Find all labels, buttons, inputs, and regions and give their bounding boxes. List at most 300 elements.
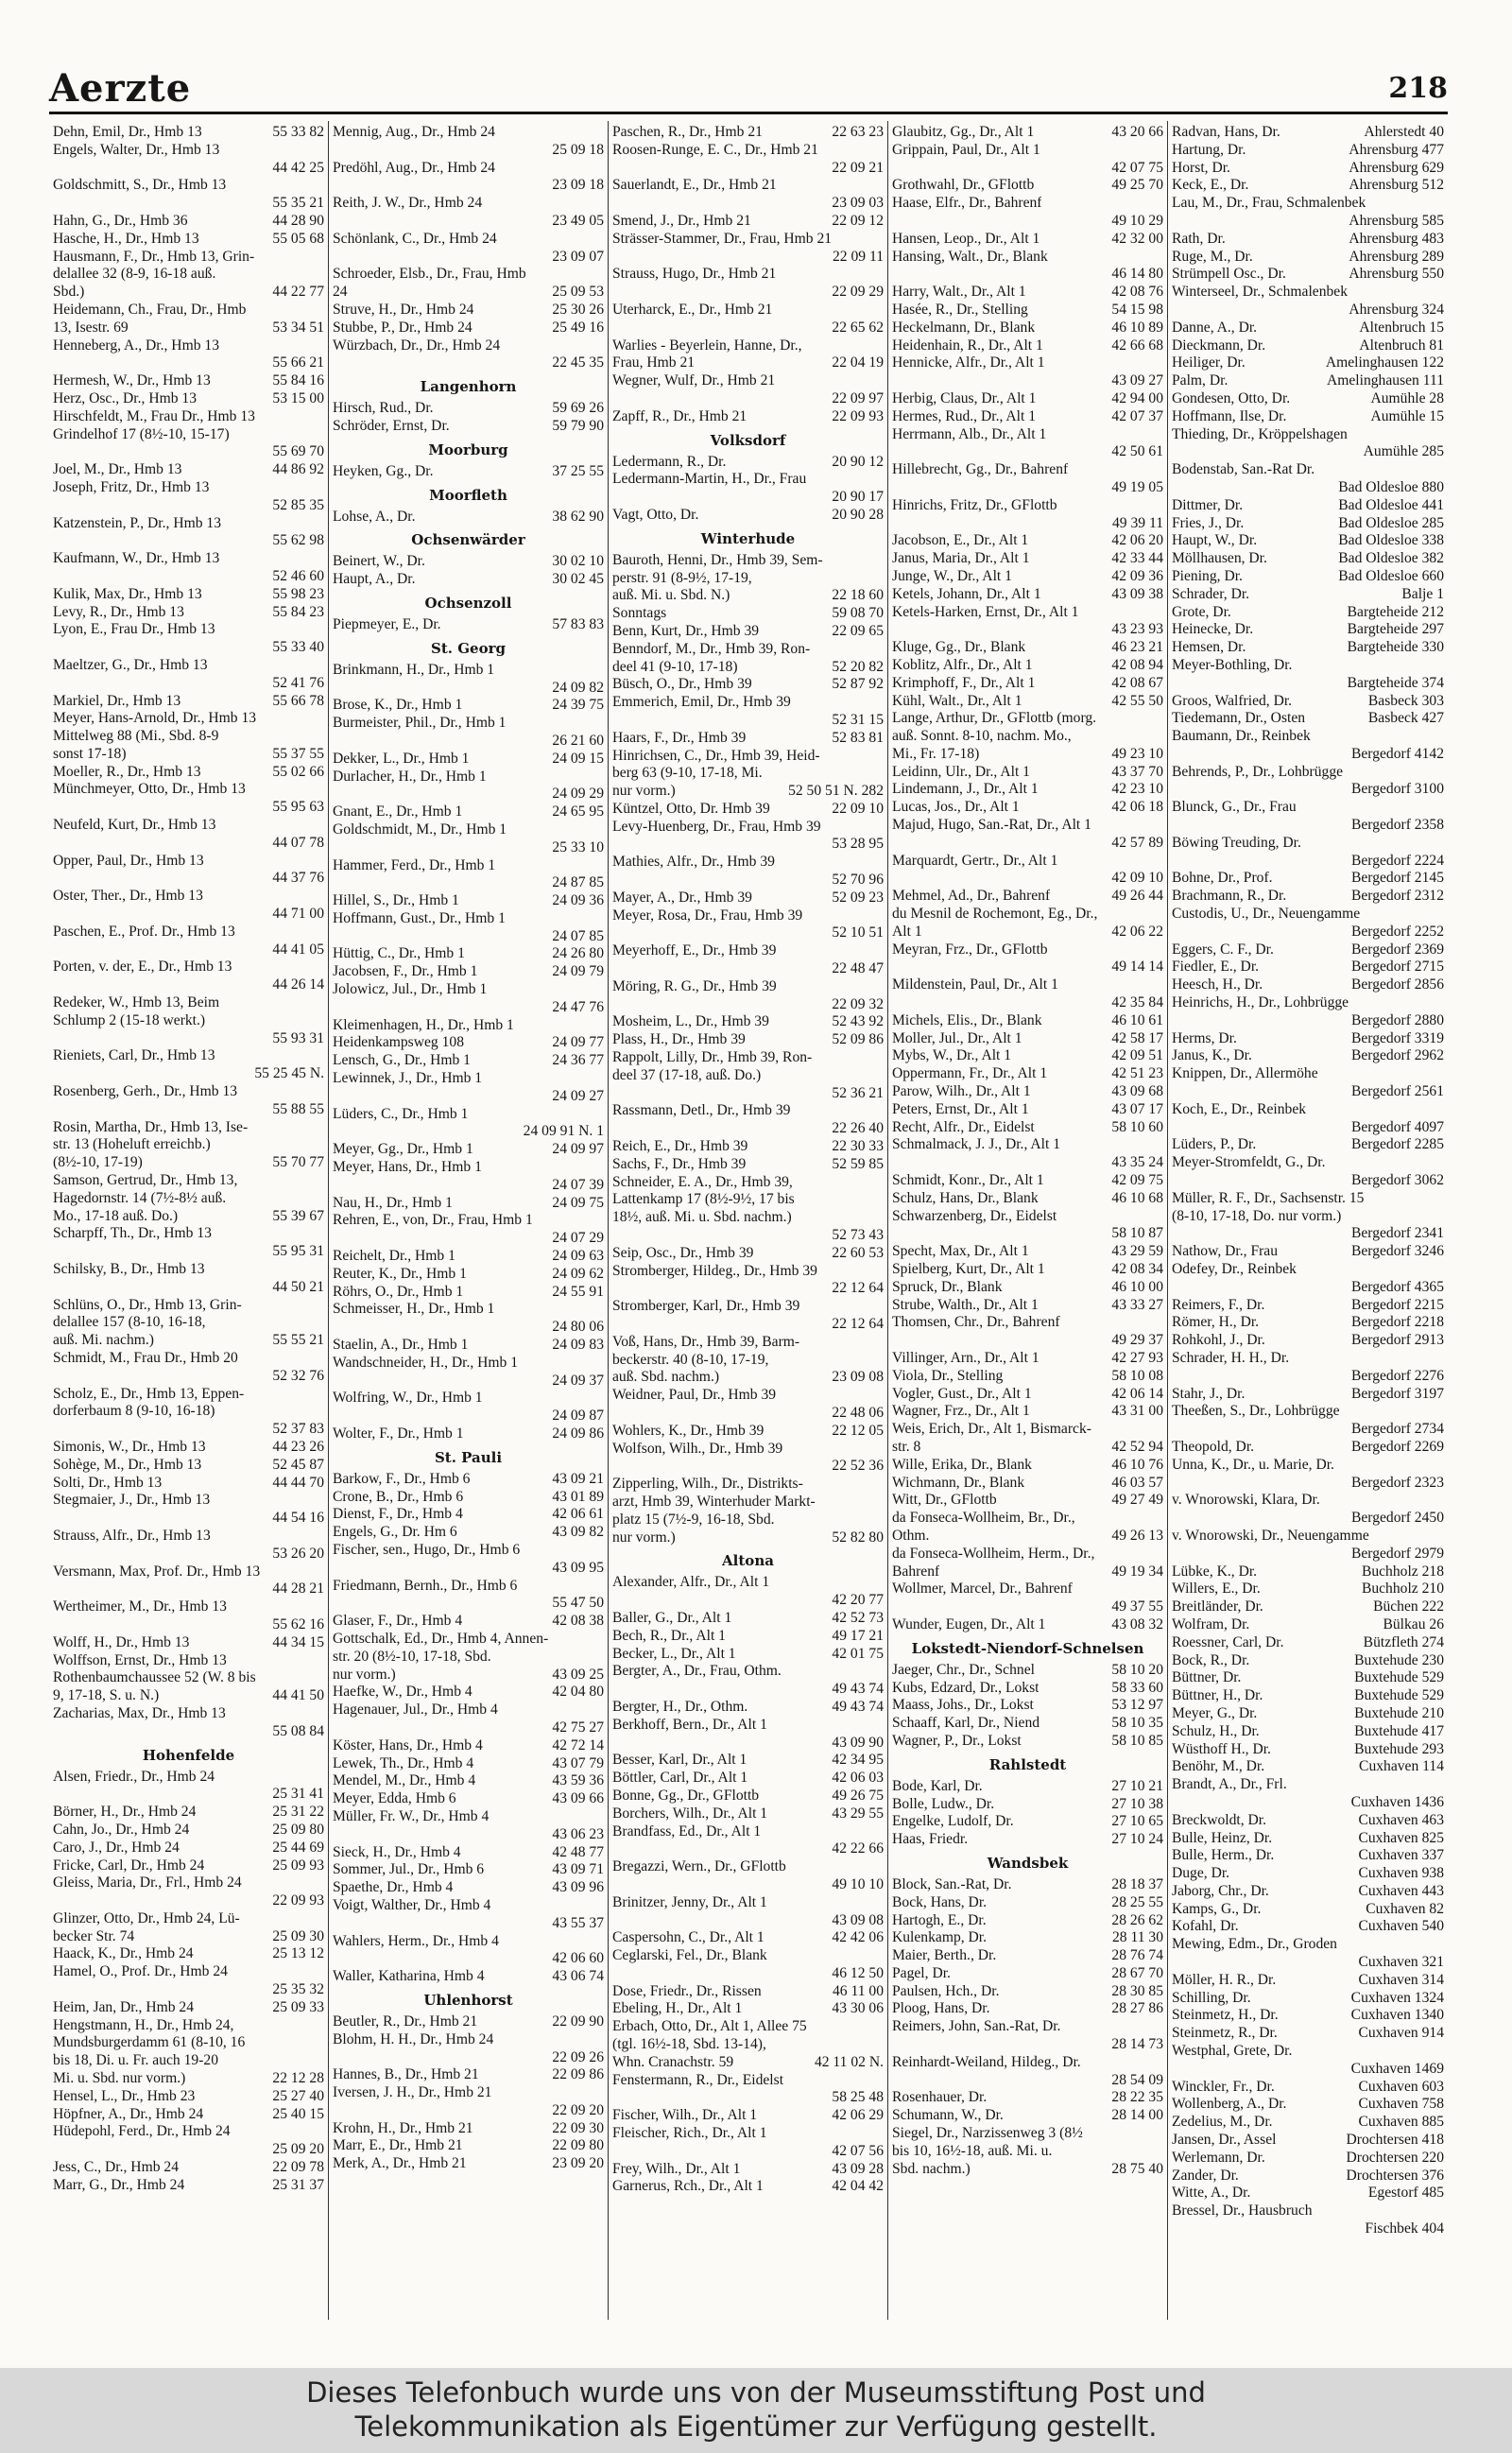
entry-name: Sommer, Jul., Dr., Hmb 6 [333,1861,485,1878]
directory-entry [612,337,884,355]
entry-phone [1160,142,1163,160]
entry-name: Mi. u. Sbd. nur vorm.) [53,2070,186,2087]
entry-phone [880,552,884,570]
directory-entry [612,454,884,472]
entry-name: Heidenkampsweg 108 [333,1034,465,1051]
directory-entry [1172,835,1444,853]
directory-entry [892,142,1163,160]
directory-entry [333,249,604,267]
entry-phone: 52 45 87 [272,1456,324,1473]
directory-entry [53,1786,324,1804]
entry-phone [1160,1208,1163,1226]
header-rule [49,112,1448,114]
directory-entry [1172,1225,1444,1243]
entry-phone: 59 79 90 [552,417,604,434]
directory-entry [333,751,604,769]
directory-entry [1172,1475,1444,1493]
entry-name: Ledermann-Martin, H., Dr., Frau [612,471,807,488]
entry-phone: 42 04 42 [832,2178,884,2195]
entry-phone: 42 57 89 [1111,834,1163,851]
entry-phone: 23 49 05 [552,212,604,229]
entry-name: Rappolt, Lilly, Dr., Hmb 39, Ron- [612,1049,813,1066]
directory-entry [892,870,1163,888]
entry-phone: Cuxhaven 114 [1359,1758,1444,1775]
directory-entry [1172,1918,1444,1936]
entry-phone [1160,728,1163,746]
directory-entry [1172,1101,1444,1119]
entry-phone: 43 09 27 [1111,372,1163,389]
directory-entry [53,1963,324,1981]
entry-phone [600,1933,604,1951]
directory-entry [1172,479,1444,497]
entry-name: Ruge, M., Dr. [1172,248,1253,265]
entry-phone: 22 04 19 [832,354,884,371]
directory-entry [1172,1492,1444,1510]
directory-entry [612,1628,884,1646]
entry-phone: Buxtehude 230 [1354,1651,1444,1668]
directory-entry [892,320,1163,337]
entry-name: Haupt, W., Dr. [1172,532,1258,549]
entry-phone [600,1897,604,1915]
directory-entry [1172,1936,1444,1954]
entry-phone: 22 09 32 [832,995,884,1012]
directory-entry [892,1813,1163,1831]
directory-entry [892,817,1163,835]
directory-entry [892,1796,1163,1814]
directory-entry [892,835,1163,853]
entry-phone: 53 28 95 [832,836,884,853]
entry-phone: 24 65 95 [552,803,604,821]
entry-phone [600,160,604,178]
entry-name: Herz, Osc., Dr., Hmb 13 [53,389,198,406]
entry-phone: Bargteheide 374 [1347,674,1444,691]
directory-entry [333,1195,604,1213]
entry-phone: 22 09 26 [552,2048,604,2065]
entry-name: Brose, K., Dr., Hmb 1 [333,697,463,714]
entry-phone: 42 42 06 [832,1929,884,1946]
directory-entry [1172,1457,1444,1475]
entry-name: Spaethe, Dr., Hmb 4 [333,1879,454,1896]
entry-phone: Altenbruch 81 [1359,337,1444,354]
entry-phone [1160,2018,1163,2036]
directory-entry [612,1494,884,1512]
entry-phone: 24 36 77 [552,1052,604,1069]
directory-entry [892,1965,1163,1983]
entry-name: Wolter, F., Dr., Hmb 1 [333,1425,464,1442]
entry-phone: 46 10 76 [1111,1456,1163,1473]
entry-phone [600,1070,604,1088]
entry-phone: 49 10 29 [1111,212,1163,229]
entry-phone: Drochtersen 220 [1346,2149,1444,2166]
entry-phone [600,821,604,839]
directory-entry [53,1528,324,1546]
entry-phone [320,621,324,639]
entry-name: Bergter, H., Dr., Othm. [612,1698,748,1715]
directory-entry [333,1159,604,1177]
directory-entry [333,697,604,715]
directory-entry [892,959,1163,976]
entry-name: Müller, R. F., Dr., Sachsenstr. 15 [1172,1189,1365,1206]
directory-entry [1172,2132,1444,2150]
entry-name: Schmalmack, J. J., Dr., Alt 1 [892,1136,1061,1153]
entry-name: Recht, Alfr., Dr., Eidelst [892,1118,1035,1135]
directory-entry [53,799,324,817]
directory-entry [1172,231,1444,249]
directory-entry [892,1662,1163,1680]
directory-entry [1172,1847,1444,1865]
directory-entry [333,1808,604,1826]
entry-phone [1440,906,1444,924]
entry-name: Crone, B., Dr., Hmb 6 [333,1488,464,1505]
entry-name: Scholz, E., Dr., Hmb 13, Eppen- [53,1385,245,1402]
entry-name: delallee 157 (8-10, 16-18, [53,1314,206,1331]
entry-phone [1440,284,1444,302]
directory-entry [53,515,324,533]
entry-phone [320,1225,324,1243]
entry-phone [1440,994,1444,1012]
directory-entry [333,266,604,284]
entry-phone: 25 09 18 [552,141,604,158]
entry-name: Marr, G., Dr., Hmb 24 [53,2176,185,2193]
entry-phone: 24 09 77 [552,1034,604,1051]
entry-name: Köster, Hans, Dr., Hmb 4 [333,1736,483,1753]
entry-phone [880,1102,884,1120]
directory-entry [1172,532,1444,550]
directory-entry [1172,284,1444,302]
directory-entry [612,1405,884,1423]
directory-entry [1172,1510,1444,1528]
entry-name: Möllhausen, Dr. [1172,550,1267,567]
entry-phone: 44 44 70 [272,1474,324,1491]
directory-entry [333,1968,604,1986]
entry-name: Mo., 17-18 auß. Do.) [53,1207,179,1224]
entry-phone: 37 25 55 [552,462,604,479]
entry-phone: 58 10 87 [1111,1225,1163,1242]
entry-name: Bauroth, Henni, Dr., Hmb 39, Sem- [612,551,823,568]
entry-name: Haefke, W., Dr., Hmb 4 [333,1684,472,1701]
entry-phone [320,177,324,195]
entry-phone [320,266,324,284]
entry-phone: Bad Oldesloe 338 [1338,532,1444,549]
directory-entry [53,443,324,461]
entry-phone: 49 29 37 [1111,1332,1163,1349]
entry-name: Brachmann, R., Dr. [1172,888,1287,905]
section-heading: Hohenfelde [142,1746,235,1764]
entry-phone [1440,426,1444,444]
directory-entry [1172,657,1444,675]
entry-phone: 43 09 82 [552,1524,604,1541]
entry-name: Alexander, Alfr., Dr., Alt 1 [612,1574,770,1591]
entry-phone: Buxtehude 529 [1354,1669,1444,1686]
directory-entry [612,372,884,390]
entry-name: Porten, v. der, E., Dr., Hmb 13 [53,959,232,976]
entry-name: Schröder, Ernst, Dr. [333,417,450,434]
entry-name: Jansen, Dr., Assel [1172,2132,1277,2149]
directory-column [609,121,888,2320]
directory-entry [53,1546,324,1563]
entry-name: Jaborg, Chr., Dr. [1172,1882,1269,1899]
entry-name: deel 41 (9-10, 17-18) [612,658,738,675]
entry-phone: 55 35 21 [272,195,324,212]
directory-entry [333,1755,604,1773]
entry-phone: 52 50 51 N. 282 [788,783,884,800]
entry-name: Brandfass, Ed., Dr., Alt 1 [612,1822,762,1840]
entry-phone: 43 29 55 [832,1805,884,1822]
entry-phone: 23 09 07 [552,248,604,265]
entry-phone: 58 10 85 [1111,1732,1163,1749]
entry-name: Heiliger, Dr. [1172,354,1246,371]
directory-entry [333,1542,604,1560]
directory-entry [1172,1368,1444,1386]
directory-entry [892,2000,1163,2018]
entry-name: Mybs, W., Dr., Alt 1 [892,1047,1012,1064]
entry-phone: 28 14 73 [1111,2036,1163,2053]
entry-name: Michels, Elis., Dr., Blank [892,1011,1042,1028]
entry-name: Möller, H. R., Dr. [1172,1971,1277,1988]
directory-entry [892,1492,1163,1510]
entry-phone: 25 35 32 [272,1981,324,1998]
directory-entry [53,1386,324,1404]
directory-entry [333,2155,604,2173]
directory-entry [1172,124,1444,142]
entry-phone: 22 45 35 [552,354,604,371]
directory-entry [1172,764,1444,782]
entry-phone: 43 07 17 [1111,1100,1163,1117]
directory-entry [53,2017,324,2035]
directory-entry [1172,1723,1444,1741]
directory-entry [333,571,604,589]
directory-entry [612,2143,884,2161]
directory-entry [333,1284,604,1302]
entry-name: Meyerhoff, E., Dr., Hmb 39 [612,942,777,959]
directory-entry [53,1892,324,1910]
entry-phone [1440,1350,1444,1368]
directory-entry [1172,142,1444,160]
entry-phone [320,888,324,906]
entry-phone: Ahrensburg 629 [1349,159,1444,176]
directory-entry [53,1945,324,1963]
directory-entry [333,1595,604,1613]
entry-name: Redeker, W., Hmb 13, Beim [53,994,220,1011]
entry-phone: 24 80 06 [552,1319,604,1336]
entry-phone [320,1705,324,1723]
entry-name: Borchers, Wilh., Dr., Alt 1 [612,1805,768,1822]
entry-phone [880,907,884,925]
entry-name: Meyer-Stromfeldt, G., Dr. [1172,1154,1326,1171]
directory-entry [892,1065,1163,1083]
directory-entry [892,408,1163,426]
entry-name: Ebeling, H., Dr., Alt 1 [612,2000,743,2017]
entry-name: Caspersohn, C., Dr., Alt 1 [612,1929,765,1946]
entry-name: Strässer-Stammer, Dr., Frau, Hmb 21 [612,230,833,247]
entry-phone [600,1702,604,1719]
entry-phone: 55 39 67 [272,1207,324,1224]
entry-phone: Bergedorf 3319 [1350,1029,1444,1046]
directory-entry [1172,2025,1444,2043]
directory-entry [333,1088,604,1106]
entry-name: deel 37 (17-18, auß. Do.) [612,1066,762,1083]
entry-name: Danne, A., Dr. [1172,319,1258,336]
entry-name: Wahlers, Herm., Dr., Hmb 4 [333,1932,499,1949]
entry-phone: 49 43 74 [832,1698,884,1715]
entry-phone: 42 66 68 [1111,337,1163,354]
entry-phone: 55 93 31 [272,1029,324,1046]
entry-name: Nathow, Dr., Frau [1172,1243,1279,1260]
entry-phone [1440,1208,1444,1226]
entry-phone: 24 07 39 [552,1176,604,1193]
entry-name: Engelke, Ludolf, Dr. [892,1813,1014,1830]
entry-phone: 43 35 24 [1111,1154,1163,1171]
entry-name: Burmeister, Phil., Dr., Hmb 1 [333,715,507,732]
entry-phone: 42 06 18 [1111,799,1163,816]
directory-entry [53,2034,324,2052]
directory-entry [612,605,884,623]
entry-name: Jaeger, Chr., Dr., Schnel [892,1661,1035,1678]
entry-name: Nau, H., Dr., Hmb 1 [333,1194,453,1211]
entry-name: Roosen-Runge, E. C., Dr., Hmb 21 [612,141,818,158]
entry-name: platz 15 (7½-9, 16-18, Sbd. [612,1511,775,1528]
directory-entry [612,694,884,712]
directory-entry [53,195,324,213]
entry-phone [320,2052,324,2070]
entry-phone [600,1542,604,1560]
entry-phone [320,924,324,941]
entry-name: Beutler, R., Dr., Hmb 21 [333,2012,478,2030]
entry-name: Rohkohl, J., Dr. [1172,1332,1265,1349]
entry-phone: 55 37 55 [272,745,324,762]
entry-name: Grothwahl, Dr., GFlottb [892,177,1035,194]
entry-phone: 43 09 90 [832,1734,884,1751]
directory-entry [892,799,1163,817]
entry-phone [1160,906,1163,924]
entry-name: Wunder, Eugen, Dr., Alt 1 [892,1615,1046,1632]
directory-entry [612,1512,884,1529]
entry-name: Schaaff, Karl, Dr., Niend [892,1715,1040,1732]
entry-phone [600,1212,604,1230]
entry-phone [1440,1101,1444,1119]
directory-entry [333,857,604,875]
entry-name: Dittmer, Dr. [1172,496,1244,513]
directory-entry [612,872,884,890]
entry-phone: 44 28 21 [272,1581,324,1598]
entry-phone [1440,728,1444,746]
entry-name: Kulik, Max, Dr., Hmb 13 [53,585,202,602]
directory-entry [333,337,604,355]
entry-phone [320,1297,324,1315]
directory-entry [1172,1669,1444,1687]
directory-entry [53,976,324,994]
entry-phone: Egestorf 485 [1367,2185,1444,2202]
entry-name: Hoffmann, Gust., Dr., Hmb 1 [333,909,506,926]
directory-entry [612,231,884,249]
directory-entry [53,1687,324,1705]
entry-name: Wagner, Frz., Dr., Alt 1 [892,1403,1030,1420]
entry-phone: 44 50 21 [272,1278,324,1295]
entry-phone: Bad Oldesloe 441 [1338,496,1444,513]
entry-phone: 43 31 00 [1111,1403,1163,1420]
entry-phone [320,1350,324,1368]
directory-entry [333,463,604,481]
entry-name: Bodenstab, San.-Rat Dr. [1172,461,1315,478]
directory-entry [53,1999,324,2017]
entry-name: Heyken, Gg., Dr. [333,462,434,479]
directory-entry [892,2125,1163,2143]
entry-name: Smend, J., Dr., Hmb 21 [612,212,751,229]
directory-entry [1172,941,1444,959]
entry-name: Fischer, Wilh., Dr., Alt 1 [612,2107,758,2124]
entry-phone: 24 09 83 [552,1337,604,1354]
entry-phone: 26 21 60 [552,732,604,749]
entry-phone: 30 02 45 [552,571,604,588]
directory-entry [333,1667,604,1684]
entry-phone: 24 09 87 [552,1408,604,1425]
section-heading: Ochsenwärder [411,531,525,549]
directory-entry [333,195,604,213]
entry-phone: 52 87 92 [832,676,884,693]
entry-phone [880,1387,884,1405]
entry-phone: 55 84 16 [272,372,324,389]
entry-name: Hammer, Ferd., Dr., Hmb 1 [333,856,496,873]
entry-name: Paschen, R., Dr., Hmb 21 [612,124,763,140]
directory-entry [612,1298,884,1316]
entry-phone [880,1894,884,1912]
entry-phone: 52 85 35 [272,496,324,513]
entry-phone [1440,835,1444,853]
entry-name: Hüttig, C., Dr., Hmb 1 [333,945,465,962]
directory-entry [53,888,324,906]
entry-phone: 22 09 65 [832,622,884,639]
directory-entry [53,675,324,693]
directory-entry [53,1669,324,1687]
entry-name: Lyon, E., Frau Dr., Hmb 13 [53,621,215,638]
entry-name: Goldschmitt, S., Dr., Hmb 13 [53,177,227,194]
entry-phone: 52 10 51 [832,924,884,941]
directory-entry [53,1475,324,1493]
entry-phone: 22 09 97 [832,389,884,406]
directory-entry [333,1719,604,1737]
directory-entry [53,1332,324,1350]
entry-phone: 27 10 65 [1111,1813,1163,1830]
entry-phone: 24 09 63 [552,1248,604,1265]
directory-entry [892,443,1163,461]
entry-phone: Ahlerstedt 40 [1364,124,1444,140]
entry-name: Schulz, Hans, Dr., Blank [892,1189,1039,1206]
entry-phone [1440,1403,1444,1421]
entry-name: Berkhoff, Bern., Dr., Alt 1 [612,1716,767,1733]
entry-phone: 22 30 33 [832,1138,884,1155]
directory-entry [1172,2007,1444,2025]
directory-entry [1172,302,1444,320]
directory-entry [333,1702,604,1719]
entry-name: Meyran, Frz., Dr., GFlottb [892,941,1048,958]
entry-name: Dienst, F., Dr., Hmb 4 [333,1506,463,1523]
directory-entry [612,801,884,819]
directory-entry [612,2178,884,2196]
entry-name: Harry, Walt., Dr., Alt 1 [892,284,1026,301]
directory-entry [53,1723,324,1741]
entry-name: Willers, E., Dr. [1172,1581,1261,1598]
entry-name: Haas, Friedr. [892,1831,969,1848]
entry-name: da Fonseca-Wollheim, Herm., Dr., [892,1545,1095,1562]
entry-name: Wüsthoff H., Dr. [1172,1740,1271,1757]
entry-name: becker Str. 74 [53,1927,135,1944]
entry-phone: 25 09 33 [272,1998,324,2015]
entry-name: Sbd.) [53,284,85,301]
directory-entry [333,715,604,733]
entry-name: Wolfram, Dr. [1172,1615,1250,1632]
entry-phone: 22 12 05 [832,1422,884,1439]
entry-phone: 46 10 89 [1111,319,1163,336]
